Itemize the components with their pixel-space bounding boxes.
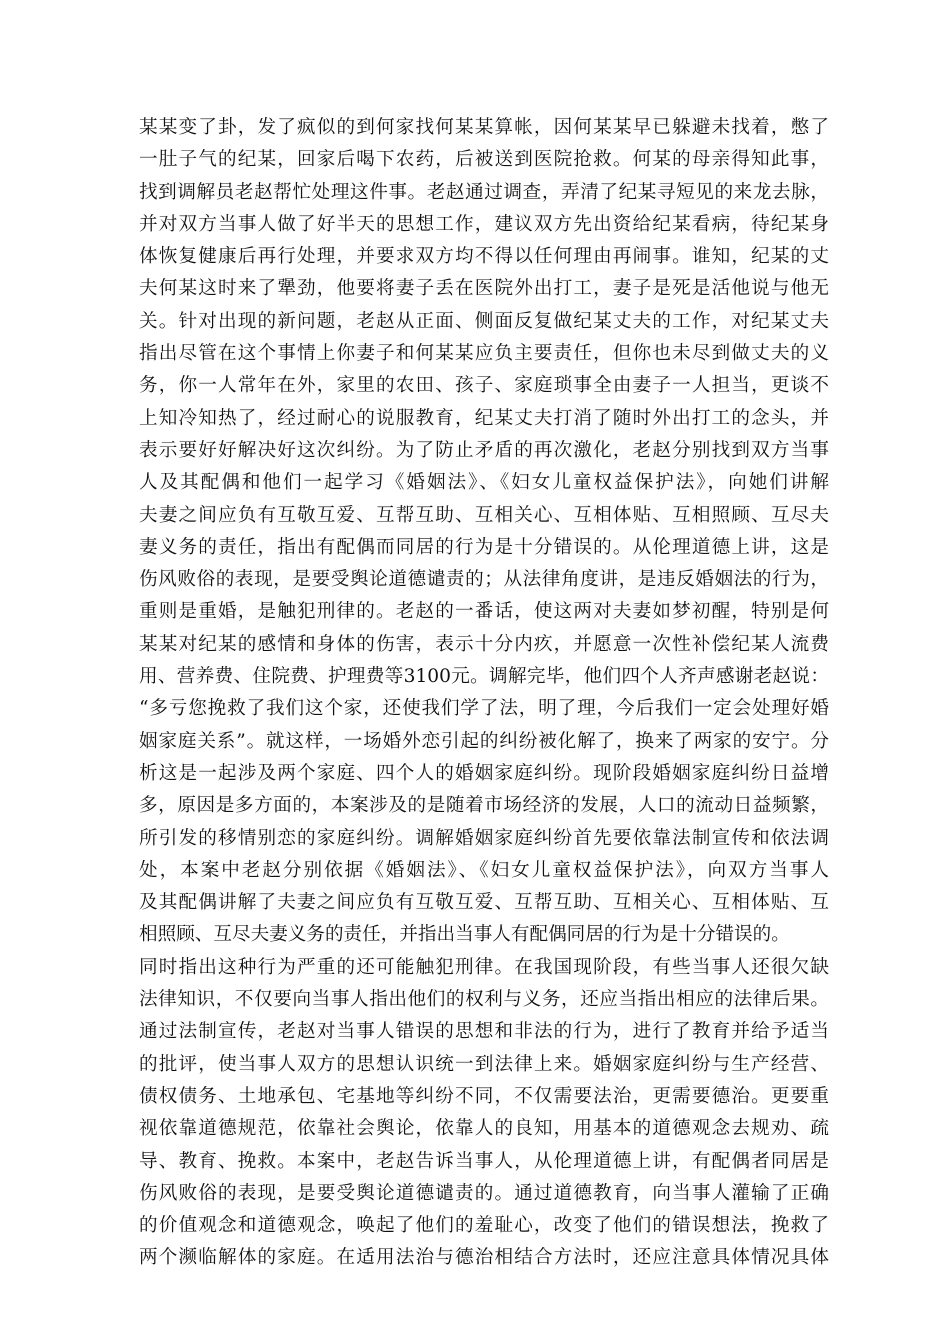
text-line: 债权债务、土地承包、宅基地等纠纷不同，不仅需要法治，更需要德治。更要重 [139, 1085, 829, 1107]
text-line: 伤风败俗的表现，是要受舆论道德谴责的；从法律角度讲，是违反婚姻法的行为， [139, 569, 829, 591]
text-line: 的价值观念和道德观念，唤起了他们的羞耻心，改变了他们的错误想法，挽救了 [139, 1215, 829, 1237]
text-line: 体恢复健康后再行处理，并要求双方均不得以任何理由再闹事。谁知，纪某的丈 [139, 246, 829, 268]
text-line: 伤风败俗的表现，是要受舆论道德谴责的。通过道德教育，向当事人灌输了正确 [139, 1182, 829, 1204]
text-line: 某某对纪某的感情和身体的伤害，表示十分内疚，并愿意一次性补偿纪某人流费 [139, 633, 829, 655]
text-line: 指出尽管在这个事情上你妻子和何某某应负主要责任，但你也未尽到做丈夫的义 [139, 343, 829, 365]
text-line: 析这是一起涉及两个家庭、四个人的婚姻家庭纠纷。现阶段婚姻家庭纠纷日益增 [139, 762, 829, 784]
text-line: 所引发的移情别恋的家庭纠纷。调解婚姻家庭纠纷首先要依靠法制宣传和依法调 [139, 827, 829, 849]
text-line: 的批评，使当事人双方的思想认识统一到法律上来。婚姻家庭纠纷与生产经营、 [139, 1053, 829, 1075]
text-line: 并对双方当事人做了好半天的思想工作，建议双方先出资给纪某看病，待纪某身 [139, 213, 829, 235]
text-line: 某某变了卦，发了疯似的到何家找何某某算帐，因何某某早已躲避未找着，憋了 [139, 117, 829, 138]
text-line: 上知冷知热了，经过耐心的说服教育，纪某丈夫打消了随时外出打工的念头，并 [139, 407, 829, 429]
text-line: 人及其配偶和他们一起学习《婚姻法》、《妇女儿童权益保护法》，向她们讲解 [139, 472, 829, 494]
text-line: 关。针对出现的新问题，老赵从正面、侧面反复做纪某丈夫的工作，对纪某丈夫 [139, 310, 829, 332]
text-line: 法律知识，不仅要向当事人指出他们的权利与义务，还应当指出相应的法律后果。 [139, 989, 829, 1011]
text-line: 用、营养费、住院费、护理费等3100元。调解完毕，他们四个人齐声感谢老赵说： [139, 666, 829, 688]
text-line: 通过法制宣传，老赵对当事人错误的思想和非法的行为，进行了教育并给予适当 [139, 1021, 829, 1043]
text-line: 夫何某这时来了犟劲，他要将妻子丢在医院外出打工，妻子是死是活他说与他无 [139, 278, 829, 300]
text-line: 处，本案中老赵分别依据《婚姻法》、《妇女儿童权益保护法》，向双方当事人 [139, 859, 829, 881]
text-line: 表示要好好解决好这次纠纷。为了防止矛盾的再次激化，老赵分别找到双方当事 [139, 439, 829, 461]
text-line: 夫妻之间应负有互敬互爱、互帮互助、互相关心、互相体贴、互相照顾、互尽夫 [139, 504, 829, 526]
text-line: 找到调解员老赵帮忙处理这件事。老赵通过调查，弄清了纪某寻短见的来龙去脉， [139, 181, 829, 203]
text-line: 及其配偶讲解了夫妻之间应负有互敬互爱、互帮互助、互相关心、互相体贴、互 [139, 892, 829, 914]
text-line: 同时指出这种行为严重的还可能触犯刑律。在我国现阶段，有些当事人还很欠缺 [139, 956, 829, 978]
text-line: 导、教育、挽救。本案中，老赵告诉当事人，从伦理道德上讲，有配偶者同居是 [139, 1150, 829, 1172]
text-line: 妻义务的责任，指出有配偶而同居的行为是十分错误的。从伦理道德上讲，这是 [139, 536, 829, 558]
text-line: 姻家庭关系”。就这样，一场婚外恋引起的纠纷被化解了，换来了两家的安宁。分 [139, 730, 829, 752]
text-line: 视依靠道德规范，依靠社会舆论，依靠人的良知，用基本的道德观念去规劝、疏 [139, 1118, 829, 1140]
body-text [139, 112, 829, 1275]
text-line: 多，原因是多方面的，本案涉及的是随着市场经济的发展，人口的流动日益频繁， [139, 795, 829, 817]
text-line: 重则是重婚，是触犯刑律的。老赵的一番话，使这两对夫妻如梦初醒，特别是何 [139, 601, 829, 623]
text-line: 两个濒临解体的家庭。在适用法治与德治相结合方法时，还应注意具体情况具体 [139, 1247, 829, 1269]
text-line: 相照顾、互尽夫妻义务的责任，并指出当事人有配偶同居的行为是十分错误的。 [139, 924, 790, 946]
text-line: 一肚子气的纪某，回家后喝下农药，后被送到医院抢救。何某的母亲得知此事， [139, 149, 829, 171]
text-line: “多亏您挽救了我们这个家，还使我们学了法，明了理，今后我们一定会处理好婚 [139, 698, 829, 720]
text-line: 务，你一人常年在外，家里的农田、孩子、家庭琐事全由妻子一人担当，更谈不 [139, 375, 829, 397]
